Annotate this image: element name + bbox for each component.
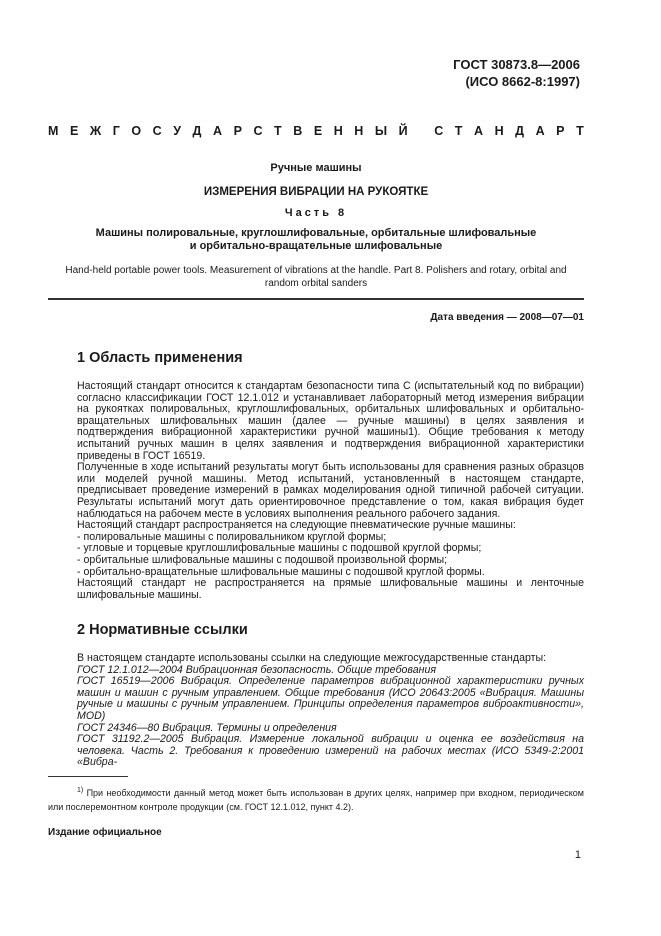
- document-code-block: [453, 56, 580, 90]
- section-1-paragraph-1: Настоящий стандарт относится к стандартам безопасности типа С (испытательный код по вибрации) согласно классификации ГОСТ 12.1.012 и устанавливает лабораторный метод измерения вибрации на рукоятках полировальных, круглошлифовальных, орбитальных шлифовальных и орбитально-вращательных шлифовальных машин (далее — ручные машины) в целях заявления и подтверждения вибрационной характеристики ручной машины1). Общие требования к методу испытаний ручных машин в целях заявления и подтверждения вибрационной характеристики приведены в ГОСТ 16519.: [77, 380, 584, 462]
- heading-letter: У: [173, 124, 181, 138]
- heading-letter: А: [213, 124, 223, 138]
- section-1-heading: 1 Область применения: [77, 350, 243, 366]
- introduction-date: Дата введения — 2008—07—01: [430, 312, 584, 323]
- heading-letter: Ж: [89, 124, 102, 138]
- heading-letter: Д: [515, 124, 525, 138]
- heading-letter: Е: [313, 124, 323, 138]
- subtitle-line-1: Машины полировальные, круглошлифовальные, орбитальные шлифовальные: [95, 227, 537, 239]
- heading-letter: В: [293, 124, 303, 138]
- english-title-line-1: Hand-held portable power tools. Measurement of vibrations at the handle. Part 8. Polishers and rotary, orbital and: [65, 265, 567, 276]
- scope-list-item: - орбитальные шлифовальные машины с подошвой произвольной формы;: [77, 553, 448, 566]
- title-line-2: ИЗМЕРЕНИЯ ВИБРАЦИИ НА РУКОЯТКЕ: [203, 186, 429, 198]
- heading-letter: Н: [333, 124, 343, 138]
- heading-letter: Н: [354, 124, 364, 138]
- page-number: 1: [574, 849, 581, 861]
- subtitle-line-2: и орбитально-вращательные шлифовальные: [189, 240, 443, 252]
- heading-letter: Т: [274, 124, 282, 138]
- title-subtitle: [48, 227, 584, 253]
- footnote: [48, 784, 584, 814]
- heading-letter: Ы: [374, 124, 388, 138]
- scope-list-item: - орбитально-вращательные шлифовальные машины с подошвой круглой формы.: [77, 565, 485, 578]
- section-2-heading: 2 Нормативные ссылки: [77, 622, 248, 638]
- footnote-mark: 1): [77, 787, 84, 794]
- section-2-body: [48, 653, 584, 769]
- normative-reference: ГОСТ 16519—2006 Вибрация. Определение параметров вибрационной характеристики ручных машин и машин с ручным управлением. Общие требования (ИСО 20643:2005 «Вибрация. Машины ручные и машины с ручным управлением. Принципы определения параметров виброактивности», MOD): [77, 675, 584, 722]
- heading-letter: [419, 124, 422, 138]
- heading-letter: Г: [112, 124, 120, 138]
- heading-letter: О: [131, 124, 142, 138]
- heading-letter: Е: [69, 124, 79, 138]
- heading-letter: Т: [576, 124, 584, 138]
- heading-letter: Н: [494, 124, 504, 138]
- normative-reference: ГОСТ 31192.2—2005 Вибрация. Измерение локальной вибрации и оценка ее воздействия на человека. Часть 2. Требования к проведению измерений на рабочих местах (ИСО 5349-2:2001 «Вибра-: [77, 733, 584, 769]
- section-1-paragraph-2: Полученные в ходе испытаний результаты могут быть использованы для сравнения разных образцов или моделей ручной машины. Метод испытаний, установленный в настоящем стандарте, предписывает проведение измерений в рамках моделирования одной типичной рабочей ситуации. Результаты испытаний могут дать ориентировочное представление о том, какая вибрация будет наблюдаться на рабочем месте в условиях выполнения реального рабочего задания.: [77, 461, 584, 520]
- scope-list-item: - угловые и торцевые круглошлифовальные машины с подошвой круглой формы;: [77, 542, 482, 555]
- english-title: [48, 264, 584, 290]
- english-title-line-2: random orbital sanders: [264, 278, 368, 289]
- heading-letter: С: [253, 124, 263, 138]
- section-1-paragraph-4: Настоящий стандарт не распространяется на прямые шлифовальные машины и ленточные шлифовальные машины.: [77, 577, 584, 601]
- heading-letter: Р: [233, 124, 242, 138]
- iso-number: (ИСО 8662-8:1997): [465, 74, 580, 89]
- section-2-intro: В настоящем стандарте использованы ссылки на следующие межгосударственные стандарты:: [77, 652, 547, 664]
- heading-letter: А: [473, 124, 484, 138]
- scope-list-item: - полировальные машины с полировальником круглой формы;: [77, 530, 387, 543]
- footnote-divider: [48, 776, 128, 777]
- heading-letter: А: [535, 124, 545, 138]
- heading-letter: С: [152, 124, 162, 138]
- heading-letter: Й: [398, 124, 408, 138]
- section-1-body: [48, 381, 584, 601]
- title-divider: [48, 298, 584, 300]
- footnote-text: При необходимости данный метод может быть использован в других целях, например при входном, периодическом или послеремонтном контроле продукции (см. ГОСТ 12.1.012, пункт 4.2).: [48, 788, 584, 812]
- title-part: Часть 8: [284, 207, 348, 219]
- title-line-1: Ручные машины: [270, 162, 362, 174]
- official-edition-label: Издание официальное: [48, 827, 162, 838]
- heading-letter: Т: [454, 124, 463, 138]
- heading-letter: Д: [192, 124, 202, 138]
- heading-letter: М: [48, 124, 59, 138]
- normative-reference: ГОСТ 24346—80 Вибрация. Термины и определения: [77, 721, 337, 734]
- section-1-paragraph-3: Настоящий стандарт распространяется на следующие пневматические ручные машины:: [77, 519, 516, 532]
- heading-letter: С: [434, 124, 444, 138]
- standard-type-heading: [48, 124, 584, 138]
- normative-reference: ГОСТ 12.1.012—2004 Вибрационная безопасность. Общие требования: [77, 663, 436, 676]
- gost-number: ГОСТ 30873.8—2006: [453, 57, 580, 72]
- heading-letter: Р: [556, 124, 565, 138]
